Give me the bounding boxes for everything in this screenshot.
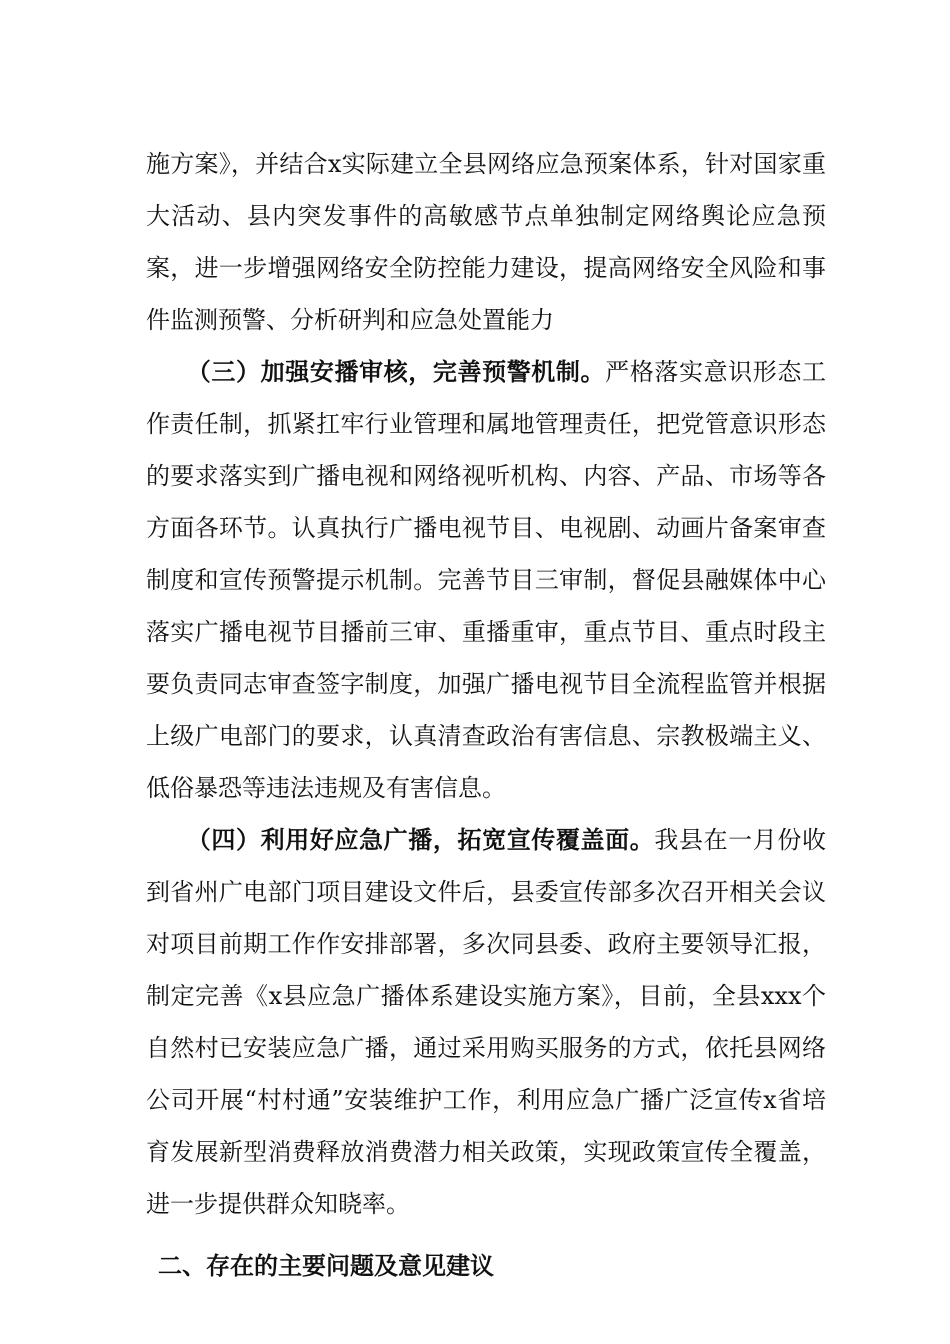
paragraph-emergency-broadcast <box>146 814 826 1230</box>
paragraph-text: 严格落实意识形态工作责任制，抓紧扛牢行业管理和属地管理责任，把党管意识形态的要求落实到广播电视和网络视听机构、内容、产品、市场等各方面各环节。认真执行广播电视节目、电视剧、动画片备案审查制度和宣传预警提示机制。完善节目三审制，督促县融媒体中心落实广播电视节目播前三审、重播重审，重点节目、重点时段主要负责同志审查签字制度，加强广播电视节目全流程监管并根据上级广电部门的要求，认真清查政治有害信息、宗教极端主义、低俗暴恐等违法违规及有害信息。 <box>146 358 827 802</box>
paragraph-text: 我县在一月份收到省州广电部门项目建设文件后，县委宣传部多次召开相关会议对项目前期工作作安排部署，多次同县委、政府主要领导汇报，制定完善《x县应急广播体系建设实施方案》，目前，全县xxx个自然村已安装应急广播，通过采用购买服务的方式，依托县网络公司开展“村村通”安装维护工作，利用应急广播广泛宣传x省培育发展新型消费释放消费潜力相关政策，实现政策宣传全覆盖，进一步提供群众知晓率。 <box>146 826 827 1218</box>
paragraph-text: 施方案》，并结合x实际建立全县网络应急预案体系，针对国家重大活动、县内突发事件的高敏感节点单独制定网络舆论应急预案，进一步增强网络安全防控能力建设，提高网络安全风险和事件监测预警、分析研判和应急处置能力 <box>146 150 826 334</box>
paragraph-heading-three: （三）加强安播审核，完善预警机制。 <box>186 357 606 386</box>
document-body <box>146 138 826 1292</box>
paragraph-network-emergency-plan <box>146 138 826 346</box>
section-heading: 二、存在的主要问题及意见建议 <box>158 1252 494 1280</box>
paragraph-heading-four: （四）利用好应急广播，拓宽宣传覆盖面。 <box>186 825 655 854</box>
paragraph-broadcast-review <box>146 346 826 814</box>
